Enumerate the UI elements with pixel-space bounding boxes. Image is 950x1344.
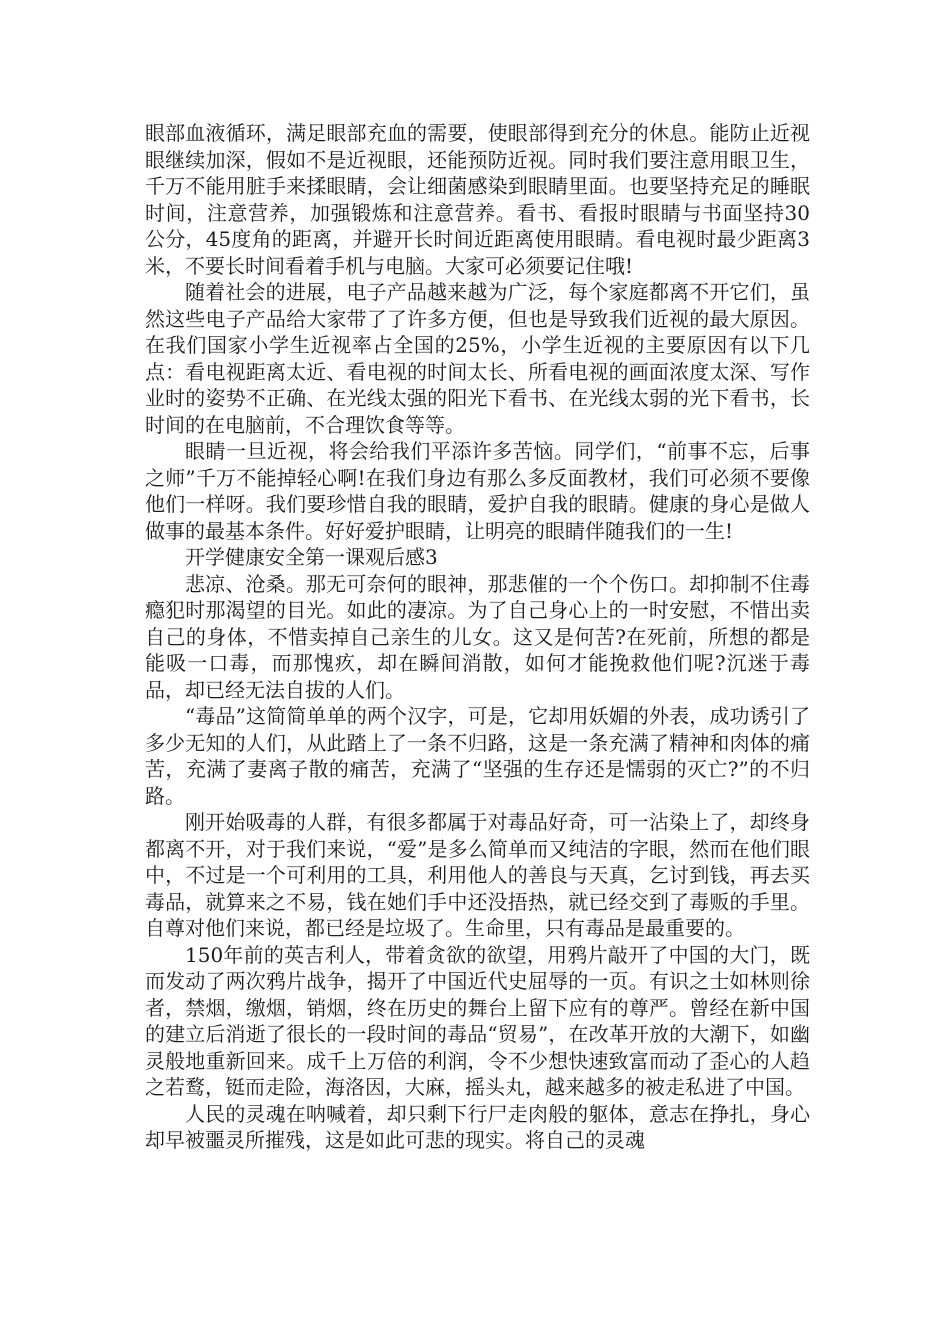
paragraph-4: 悲凉、沧桑。那无可奈何的眼神，那悲催的一个个伤口。却抑制不住毒瘾犯时那渴望的目光。如此的凄凉。为了自己身心上的一时安慰，不惜出卖自己的身体，不惜卖掉自己亲生的儿女。这又是何苦?在死前，所想的都是能吸一口毒，而那愧疚，却在瞬间消散，如何才能挽救他们呢?沉迷于毒品，却已经无法自拔的人们。 [145, 571, 810, 702]
document-body [145, 120, 810, 1154]
paragraph-3: 眼睛一旦近视，将会给我们平添许多苦恼。同学们，“前事不忘，后事之师”千万不能掉轻心啊!在我们身边有那么多反面教材，我们可必须不要像他们一样呀。我们要珍惜自我的眼睛，爱护自我的眼睛。健康的身心是做人做事的最基本条件。好好爱护眼睛，让明亮的眼睛伴随我们的一生! [145, 439, 810, 543]
paragraph-6: 刚开始吸毒的人群，有很多都属于对毒品好奇，可一沾染上了，却终身都离不开，对于我们来说，“爱”是多么简单而又纯洁的字眼，然而在他们眼中，不过是一个可利用的工具，利用他人的善良与天真，乞讨到钱，再去买毒品，就算来之不易，钱在她们手中还没捂热，就已经交到了毒贩的手里。自尊对他们来说，都已经是垃圾了。生命里，只有毒品是最重要的。 [145, 810, 810, 940]
section-heading: 开学健康安全第一课观后感3 [185, 545, 438, 569]
paragraph-2: 随着社会的进展，电子产品越来越为广泛，每个家庭都离不开它们，虽然这些电子产品给大家带了了许多方便，但也是导致我们近视的最大原因。在我们国家小学生近视率占全国的25%，小学生近视的主要原因有以下几点：看电视距离太近、看电视的时间太长、所看电视的画面浓度太深、写作业时的姿势不正确、在光线太强的阳光下看书、在光线太弱的光下看书，长时间的在电脑前，不合理饮食等等。 [145, 280, 810, 437]
paragraph-1: 眼部血液循环，满足眼部充血的需要，使眼部得到充分的休息。能防止近视眼继续加深，假如不是近视眼，还能预防近视。同时我们要注意用眼卫生，千万不能用脏手来揉眼睛，会让细菌感染到眼睛里面。也要坚持充足的睡眠时间，注意营养，加强锻炼和注意营养。看书、看报时眼睛与书面坚持30公分，45度角的距离，并避开长时间近距离使用眼睛。看电视时最少距离3米，不要长时间看着手机与电脑。大家可必须要记住哦! [145, 121, 810, 278]
paragraph-7: 150年前的英吉利人，带着贪欲的欲望，用鸦片敲开了中国的大门，既而发动了两次鸦片战争，揭开了中国近代史屈辱的一页。有识之士如林则徐者，禁烟，缴烟，销烟，终在历史的舞台上留下应有的尊严。曾经在新中国的建立后消逝了很长的一段时间的毒品“贸易”，在改革开放的大潮下，如幽灵般地重新回来。成千上万倍的利润，令不少想快速致富而动了歪心的人趋之若鹜，铤而走险，海洛因，大麻，摇头丸，越来越多的被走私进了中国。 [145, 942, 810, 1099]
paragraph-8: 人民的灵魂在呐喊着，却只剩下行尸走肉般的躯体，意志在挣扎，身心却早被噩灵所摧残，这是如此可悲的现实。将自己的灵魂 [145, 1101, 810, 1152]
paragraph-5: “毒品”这简简单单的两个汉字，可是，它却用妖媚的外表，成功诱引了多少无知的人们，从此踏上了一条不归路，这是一条充满了精神和肉体的痛苦，充满了妻离子散的痛苦，充满了“坚强的生存还是懦弱的灭亡?”的不归路。 [145, 704, 810, 808]
